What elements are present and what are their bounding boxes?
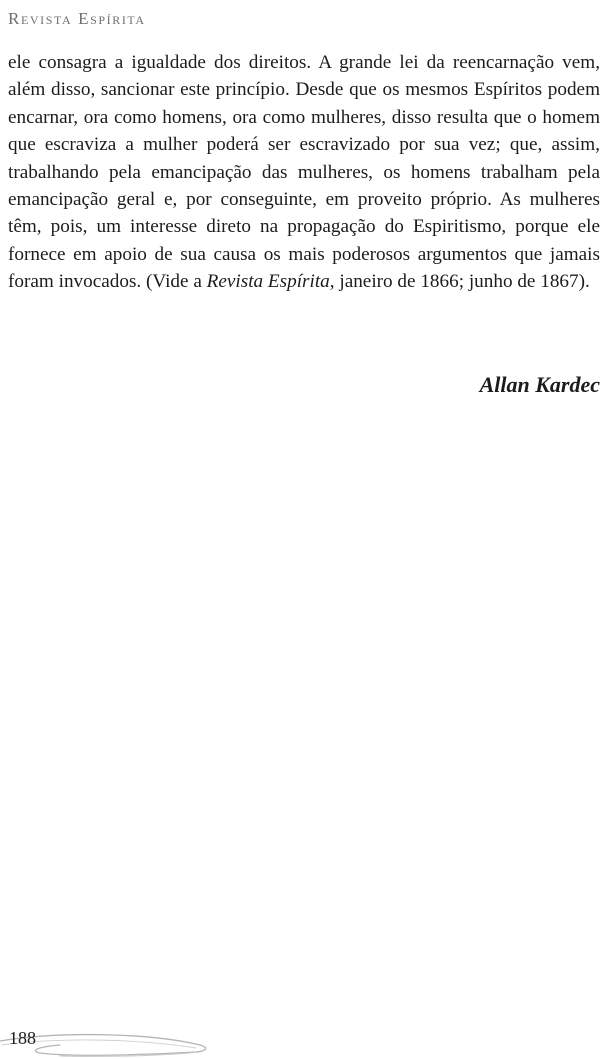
paragraph-text-end: , janeiro de 1866; junho de 1867). [329,271,590,293]
running-head: Revista Espírita [8,9,146,28]
journal-title-italic: Revista Espírita [206,271,330,293]
page-footer [0,1019,220,1059]
author-signature: Allan Kardec [479,372,600,397]
paragraph-text-start: ele consagra a igualdade dos direitos. A grande lei da reencarnação vem, além disso, sancionar este princípio. Desde que os mesmos Espíritos podem encarnar, ora como homens, ora como mulheres, disso resulta que o homem que escraviza a mulher poderá ser escravizado por sua vez; que, assim, trabalhando pela emancipação das mulheres, os homens trabalham pela emancipação geral e, por conseguinte, em proveito próprio. As mulheres têm, pois, um interesse direto na propagação do Espiritismo, porque ele fornece em apoio de sua causa os mais poderosos argumentos que jamais foram invocados. (Vide a [8,52,600,293]
page-number: 188 [9,1028,36,1048]
body-paragraph [8,49,600,296]
